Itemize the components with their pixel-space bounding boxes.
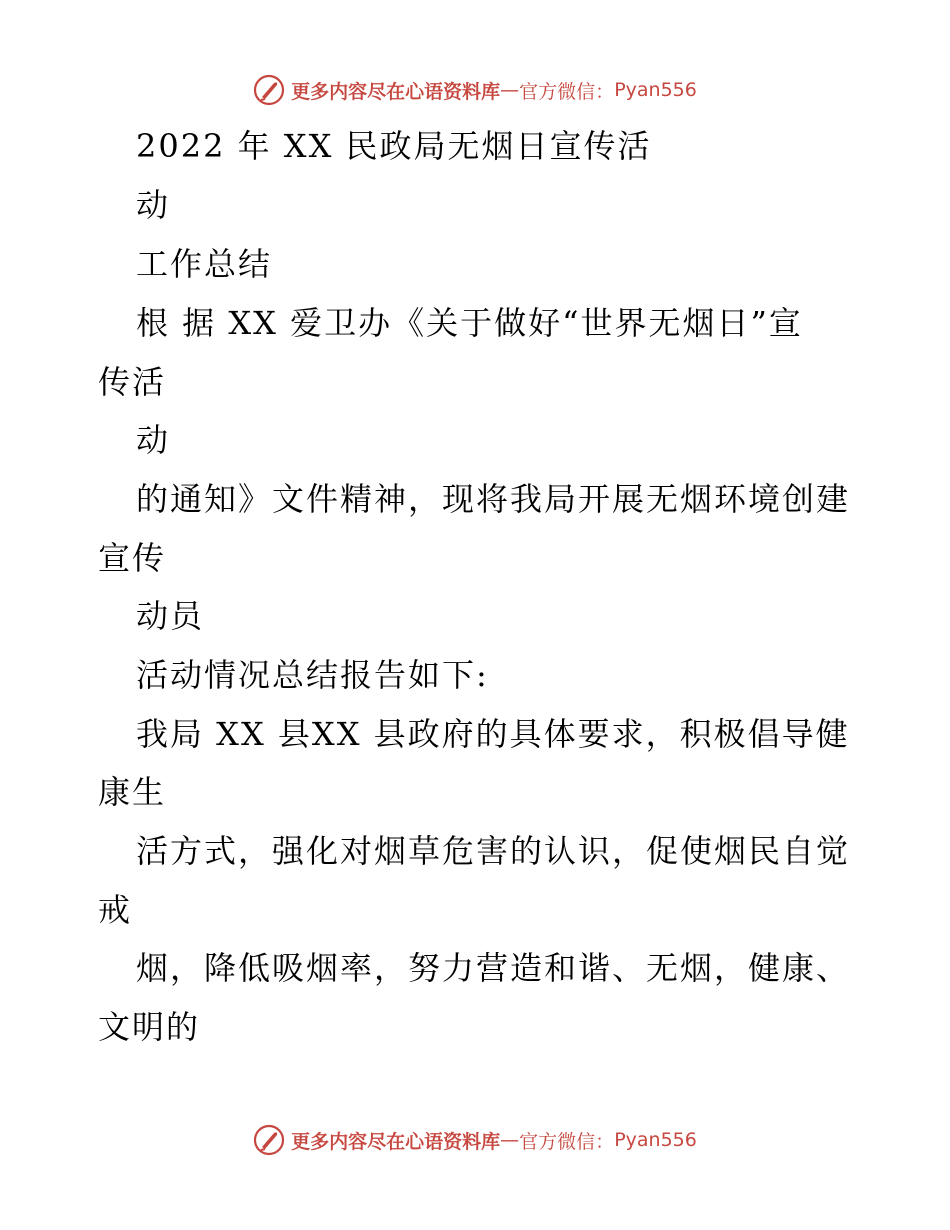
watermark-main-text: 更多内容尽在心语资料库 <box>291 1130 501 1153</box>
doc-paragraph-line: 我局 XX 县XX 县政府的具体要求，积极倡导健 <box>136 715 850 753</box>
watermark-sub-text: 官方微信： <box>519 80 615 103</box>
doc-title-line-2: 动 <box>136 186 171 224</box>
doc-paragraph-line: 活方式，强化对烟草危害的认识，促使烟民自觉 <box>136 832 851 870</box>
doc-paragraph-line: 活动情况总结报告如下: <box>136 656 489 694</box>
watermark-dash: — <box>500 1129 520 1151</box>
watermark-banner-bottom <box>0 1120 950 1160</box>
doc-paragraph-line: 动员 <box>136 597 205 635</box>
quill-pen-logo-icon <box>253 74 285 106</box>
doc-paragraph-line: 戒 <box>98 891 133 929</box>
doc-paragraph-line: 宣传 <box>98 539 167 577</box>
watermark-wechat-id: Pyan556 <box>614 1129 697 1151</box>
doc-paragraph-line: 动 <box>136 421 171 459</box>
watermark-sub-text: 官方微信： <box>519 1130 615 1153</box>
watermark-banner-top <box>0 70 950 110</box>
watermark-main-text: 更多内容尽在心语资料库 <box>291 80 501 103</box>
quill-pen-logo-icon <box>253 1124 285 1156</box>
doc-title-line-3: 工作总结 <box>136 245 273 283</box>
doc-paragraph-line: 的通知》文件精神，现将我局开展无烟环境创建 <box>136 480 851 518</box>
doc-title-line-1: 2022 年 XX 民政局无烟日宣传活 <box>136 127 652 165</box>
doc-paragraph-line: 烟，降低吸烟率，努力营造和谐、无烟，健康、 <box>136 949 851 987</box>
watermark-wechat-id: Pyan556 <box>614 79 697 101</box>
doc-paragraph-line: 根 据 XX 爱卫办《关于做好“世界无烟日”宣 <box>136 304 803 342</box>
doc-paragraph-line: 传活 <box>98 363 167 401</box>
doc-paragraph-line: 康生 <box>98 773 167 811</box>
watermark-dash: — <box>500 79 520 101</box>
doc-paragraph-line: 文明的 <box>98 1008 201 1046</box>
